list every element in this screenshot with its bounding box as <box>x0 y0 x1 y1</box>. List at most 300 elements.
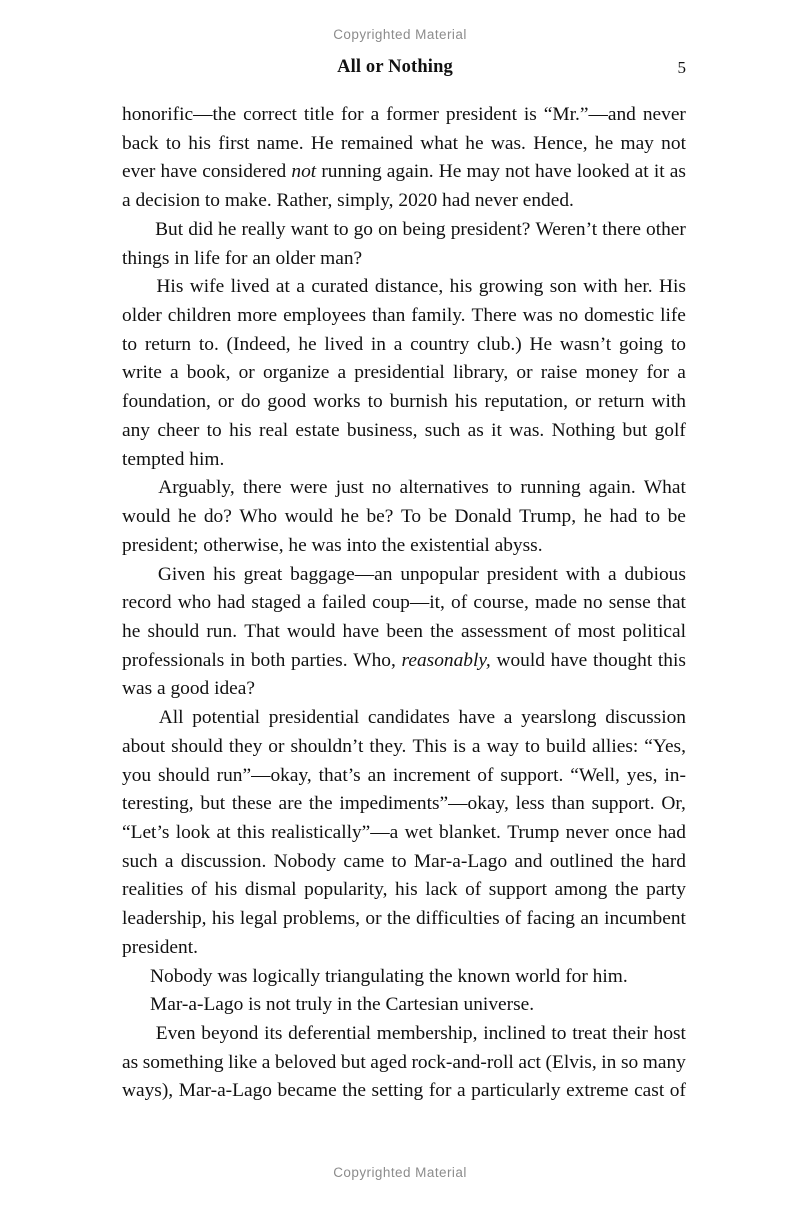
word: president <box>445 104 517 125</box>
word: a <box>164 850 174 872</box>
text-line <box>122 618 686 647</box>
word: discussion. <box>180 850 267 872</box>
word: increment <box>392 764 471 786</box>
paragraph-indent <box>122 1020 150 1049</box>
word: run”—okay, <box>216 764 312 786</box>
word-italic <box>402 647 491 676</box>
word: to <box>165 132 181 154</box>
word: not <box>505 161 530 183</box>
word: He <box>438 161 462 183</box>
word: was. <box>509 419 545 441</box>
word: considered <box>202 161 287 183</box>
word: presidential <box>354 362 445 384</box>
word: presidential <box>268 707 360 729</box>
word: he <box>465 132 484 154</box>
paragraph-indent <box>122 216 150 245</box>
word: real <box>259 419 289 441</box>
paragraph <box>122 474 686 560</box>
word: were <box>289 477 328 499</box>
text-line <box>122 647 686 676</box>
text-line <box>122 963 686 992</box>
word: would <box>284 506 334 528</box>
word: His <box>658 276 686 298</box>
word: Nobody <box>273 850 337 872</box>
word: lack <box>425 879 458 901</box>
word: beloved <box>274 1051 337 1073</box>
word: for <box>646 362 670 384</box>
word: ways), <box>122 1080 174 1102</box>
word: beyond <box>201 1023 259 1044</box>
running-title: All or Nothing <box>337 57 453 77</box>
word: outlined <box>549 850 614 872</box>
word: this <box>236 821 265 843</box>
paragraph <box>122 561 686 705</box>
word: are <box>278 793 303 815</box>
word: not <box>661 132 686 154</box>
word: was. <box>490 132 526 154</box>
word: allies: <box>591 735 639 757</box>
text-line <box>122 158 686 187</box>
word: Weren’t <box>535 218 598 240</box>
word: professionals <box>122 649 225 671</box>
word: book, <box>186 362 231 384</box>
paragraph <box>122 991 686 1020</box>
word: Donald <box>454 506 512 528</box>
word: incumbent <box>604 908 686 930</box>
paragraph-indent <box>122 561 150 590</box>
word: tempted him. <box>122 448 225 470</box>
word: most <box>577 620 616 642</box>
word: a <box>307 592 316 614</box>
word: such <box>424 419 461 441</box>
word: something <box>142 1051 224 1073</box>
word: never <box>565 821 609 843</box>
text-line <box>122 273 686 302</box>
word: unpopular <box>400 563 479 585</box>
word: or <box>365 908 382 930</box>
word: he <box>594 132 614 154</box>
word: setting <box>371 1080 424 1102</box>
word: came <box>343 850 385 872</box>
word: president; otherwise, he was into the existential abyss. <box>122 534 543 556</box>
word: just <box>335 477 364 499</box>
word: again. <box>588 477 636 499</box>
body-text-block <box>122 101 686 1106</box>
word: problems, <box>282 908 360 930</box>
word: yearslong <box>521 707 597 729</box>
word: to <box>122 333 138 355</box>
word: wife <box>189 276 225 298</box>
paragraph-indent <box>122 704 150 733</box>
word: he <box>122 620 141 642</box>
word: library, <box>452 362 509 384</box>
word: to <box>670 333 686 355</box>
word: less <box>515 793 545 815</box>
text-line <box>122 1077 686 1106</box>
word: in- <box>664 764 686 786</box>
word: support. <box>500 764 564 786</box>
word: Who <box>239 506 278 528</box>
text-line <box>122 187 686 216</box>
word: you <box>122 764 152 786</box>
word: going <box>618 333 664 355</box>
word: should <box>171 735 223 757</box>
text-line <box>122 762 686 791</box>
word: its <box>264 1023 283 1044</box>
word: been <box>386 620 423 642</box>
text-line <box>122 532 686 561</box>
word: at <box>634 161 649 183</box>
word: Given <box>157 563 206 585</box>
word: the <box>342 1080 366 1102</box>
word: growing <box>478 276 544 298</box>
text-line <box>122 561 686 590</box>
word: return <box>598 391 645 413</box>
word: Hence, <box>533 132 588 154</box>
word: sense <box>608 592 651 614</box>
page-number: 5 <box>677 58 686 77</box>
word: organize <box>262 362 330 384</box>
text-line <box>122 934 686 963</box>
word: or <box>574 391 592 413</box>
word: at <box>216 821 231 843</box>
word: former <box>386 104 439 125</box>
word: club.) <box>477 333 522 355</box>
word: of <box>477 764 494 786</box>
word: and <box>514 850 543 872</box>
word: Even <box>155 1023 196 1044</box>
word: assessment <box>460 620 548 642</box>
text-line <box>122 905 686 934</box>
word: again. <box>386 161 434 183</box>
word: his <box>213 563 236 585</box>
word: cast <box>634 1080 665 1102</box>
word: look <box>175 821 211 843</box>
word: his <box>229 419 252 441</box>
word: may <box>466 161 500 183</box>
word: “Let’s <box>122 821 170 843</box>
word: That <box>244 620 280 642</box>
word: looked <box>576 161 630 183</box>
word: with <box>583 276 618 298</box>
word: than <box>551 793 585 815</box>
word: than <box>371 305 406 327</box>
word: really <box>241 218 286 240</box>
word: of <box>451 592 468 614</box>
word: her. <box>624 276 653 298</box>
word: honorific—the <box>122 104 237 125</box>
word: facing <box>526 908 575 930</box>
text-line <box>122 245 686 274</box>
word: “Yes, <box>644 735 686 757</box>
word: so <box>620 1051 639 1073</box>
word: rock-and-roll <box>411 1051 514 1073</box>
word: it <box>653 161 665 183</box>
word: or <box>516 362 533 384</box>
word: But <box>155 218 184 240</box>
word: inclined <box>483 1023 546 1044</box>
word: “Mr.”—and <box>543 104 636 125</box>
word: aged <box>370 1051 407 1073</box>
copyrighted-material-watermark-top: Copyrighted Material <box>333 27 467 42</box>
word: money <box>585 362 639 384</box>
word: potential <box>192 707 261 729</box>
word: curated <box>311 276 369 298</box>
text-line <box>122 503 686 532</box>
word: would <box>286 620 336 642</box>
word: difficulties <box>415 908 500 930</box>
word: parties. <box>291 649 348 671</box>
running-head <box>122 57 686 81</box>
word: ever <box>122 161 156 183</box>
word: his <box>449 276 473 298</box>
word: particularly <box>471 1080 561 1102</box>
word: both <box>250 649 286 671</box>
word: His <box>156 276 184 298</box>
word: There <box>471 305 517 327</box>
word: to <box>524 735 540 757</box>
word: back <box>122 132 159 154</box>
word: name. <box>256 132 304 154</box>
word: write <box>122 362 162 384</box>
word: the <box>614 879 639 901</box>
word: title <box>303 104 335 125</box>
paragraph <box>122 963 686 992</box>
word: to <box>551 1023 567 1044</box>
word: had <box>657 821 686 843</box>
emphasis-text: not <box>291 161 317 183</box>
word: run. <box>206 620 238 642</box>
word: once <box>615 821 652 843</box>
word: raise <box>540 362 578 384</box>
word: the <box>430 620 454 642</box>
word: things in life for an older man? <box>122 247 363 269</box>
word: had <box>609 506 638 528</box>
word: candidates <box>367 707 450 729</box>
word: lived <box>324 333 364 355</box>
word: of <box>554 620 571 642</box>
text-line <box>122 359 686 388</box>
text-line <box>122 733 686 762</box>
word: (Elvis, <box>545 1051 597 1073</box>
word: He <box>529 333 553 355</box>
text-line <box>122 216 686 245</box>
word: any <box>122 419 150 441</box>
text-line <box>122 876 686 905</box>
text-line <box>122 848 686 877</box>
word: as <box>122 1051 139 1073</box>
text-line <box>122 101 686 130</box>
word: at <box>275 276 290 298</box>
word: wasn’t <box>559 333 612 355</box>
word: the <box>308 793 333 815</box>
word: he <box>583 506 602 528</box>
word: be <box>428 506 447 528</box>
word: more <box>237 305 278 327</box>
word: a <box>503 707 513 729</box>
word: an <box>367 764 386 786</box>
word: membership, <box>376 1023 478 1044</box>
word: be <box>667 506 686 528</box>
word: employees <box>283 305 366 327</box>
word: his <box>211 908 235 930</box>
word: business, <box>346 419 418 441</box>
copyrighted-material-watermark-bottom: Copyrighted Material <box>333 1165 467 1180</box>
word: to <box>333 218 349 240</box>
text-line <box>122 1020 686 1049</box>
word: support. <box>591 793 655 815</box>
word: like <box>228 1051 258 1073</box>
word: of <box>505 908 522 930</box>
word: dismal <box>244 879 297 901</box>
text-line <box>122 675 686 704</box>
word: or <box>238 362 255 384</box>
paragraph <box>122 273 686 474</box>
word: This <box>412 735 447 757</box>
word: dubious <box>624 563 686 585</box>
word: should <box>158 764 210 786</box>
word: is <box>523 104 537 125</box>
word: may <box>620 132 654 154</box>
word: hard <box>651 850 686 872</box>
word: correct <box>243 104 297 125</box>
word: older <box>122 305 162 327</box>
word: no <box>371 477 392 499</box>
word: his <box>454 391 478 413</box>
word: of <box>669 1080 686 1102</box>
word: but <box>622 419 648 441</box>
word: political <box>622 620 686 642</box>
word: Trump, <box>519 506 577 528</box>
word: country <box>410 333 470 355</box>
word: be? <box>366 506 394 528</box>
word: no <box>583 592 603 614</box>
word: To <box>400 506 422 528</box>
word: there <box>242 477 282 499</box>
word: a <box>677 362 686 384</box>
word: his <box>214 879 238 901</box>
paragraph-indent <box>122 273 150 302</box>
word: What <box>643 477 686 499</box>
word: many <box>642 1051 686 1073</box>
word: a decision to make. Rather, simply, 2020 had never ended. <box>122 190 574 212</box>
word: in <box>601 1051 617 1073</box>
word: being <box>402 218 446 240</box>
word: would <box>122 506 171 528</box>
word: He <box>310 132 334 154</box>
word: his <box>395 879 418 901</box>
word: distance, <box>374 276 444 298</box>
word: their <box>612 1023 648 1044</box>
word: for <box>428 1080 452 1102</box>
word: a <box>393 333 403 355</box>
word: or <box>217 391 235 413</box>
word: baggage—an <box>290 563 393 585</box>
word: among <box>554 879 608 901</box>
emphasis-text: reasonably, <box>401 649 491 671</box>
word: he <box>218 218 237 240</box>
text-line <box>122 704 686 733</box>
paragraph <box>122 216 686 273</box>
word: extreme <box>566 1080 629 1102</box>
word: Nobody was logically triangulating the known world for him. <box>150 965 628 987</box>
word: was <box>522 305 553 327</box>
word: life <box>660 305 686 327</box>
word: realities <box>122 879 184 901</box>
word: have <box>535 161 572 183</box>
word: as <box>669 161 686 183</box>
word: reputation, <box>484 391 568 413</box>
word: president <box>486 563 558 585</box>
word: first <box>218 132 250 154</box>
word: as <box>467 419 484 441</box>
word: build <box>546 735 586 757</box>
paragraph-indent <box>122 474 150 503</box>
word: a <box>370 104 380 125</box>
word: failed <box>321 592 367 614</box>
word: family. <box>411 305 466 327</box>
word: he <box>298 333 317 355</box>
word: with <box>565 563 601 585</box>
word: a <box>170 362 179 384</box>
word: to <box>391 850 407 872</box>
word: president? <box>450 218 531 240</box>
word: have <box>550 649 588 671</box>
word: but <box>200 793 226 815</box>
word: have <box>342 620 380 642</box>
word: shouldn’t <box>290 735 364 757</box>
word: made <box>534 592 577 614</box>
text-line <box>122 302 686 331</box>
word: good <box>267 391 307 413</box>
word: party <box>646 879 686 901</box>
word: running <box>520 477 581 499</box>
word: discussion <box>605 707 686 729</box>
text-line <box>122 417 686 446</box>
word: treat <box>572 1023 607 1044</box>
word: became <box>277 1080 337 1102</box>
word: have <box>160 161 198 183</box>
word: never <box>642 104 686 125</box>
word: Mar-a-Lago <box>178 1080 272 1102</box>
word: no <box>558 305 579 327</box>
word: he <box>340 506 359 528</box>
word: should <box>147 620 200 642</box>
word: in <box>370 333 386 355</box>
word: to <box>206 419 222 441</box>
word: that’s <box>318 764 361 786</box>
word: Or, <box>661 793 686 815</box>
word: host <box>653 1023 686 1044</box>
word: way <box>486 735 519 757</box>
paragraph <box>122 101 686 216</box>
text-line <box>122 819 686 848</box>
word: to <box>367 391 383 413</box>
word: with <box>651 391 686 413</box>
word: Arguably, <box>158 477 235 499</box>
word: about <box>122 735 166 757</box>
word: burnish <box>389 391 448 413</box>
word: in <box>230 649 246 671</box>
word: of <box>465 879 482 901</box>
word: Who, <box>353 649 396 671</box>
word: Trump <box>507 821 560 843</box>
word: children <box>167 305 232 327</box>
word: this <box>657 649 686 671</box>
word: act <box>518 1051 541 1073</box>
word: realistically”—a <box>271 821 399 843</box>
word: teresting, <box>122 793 194 815</box>
